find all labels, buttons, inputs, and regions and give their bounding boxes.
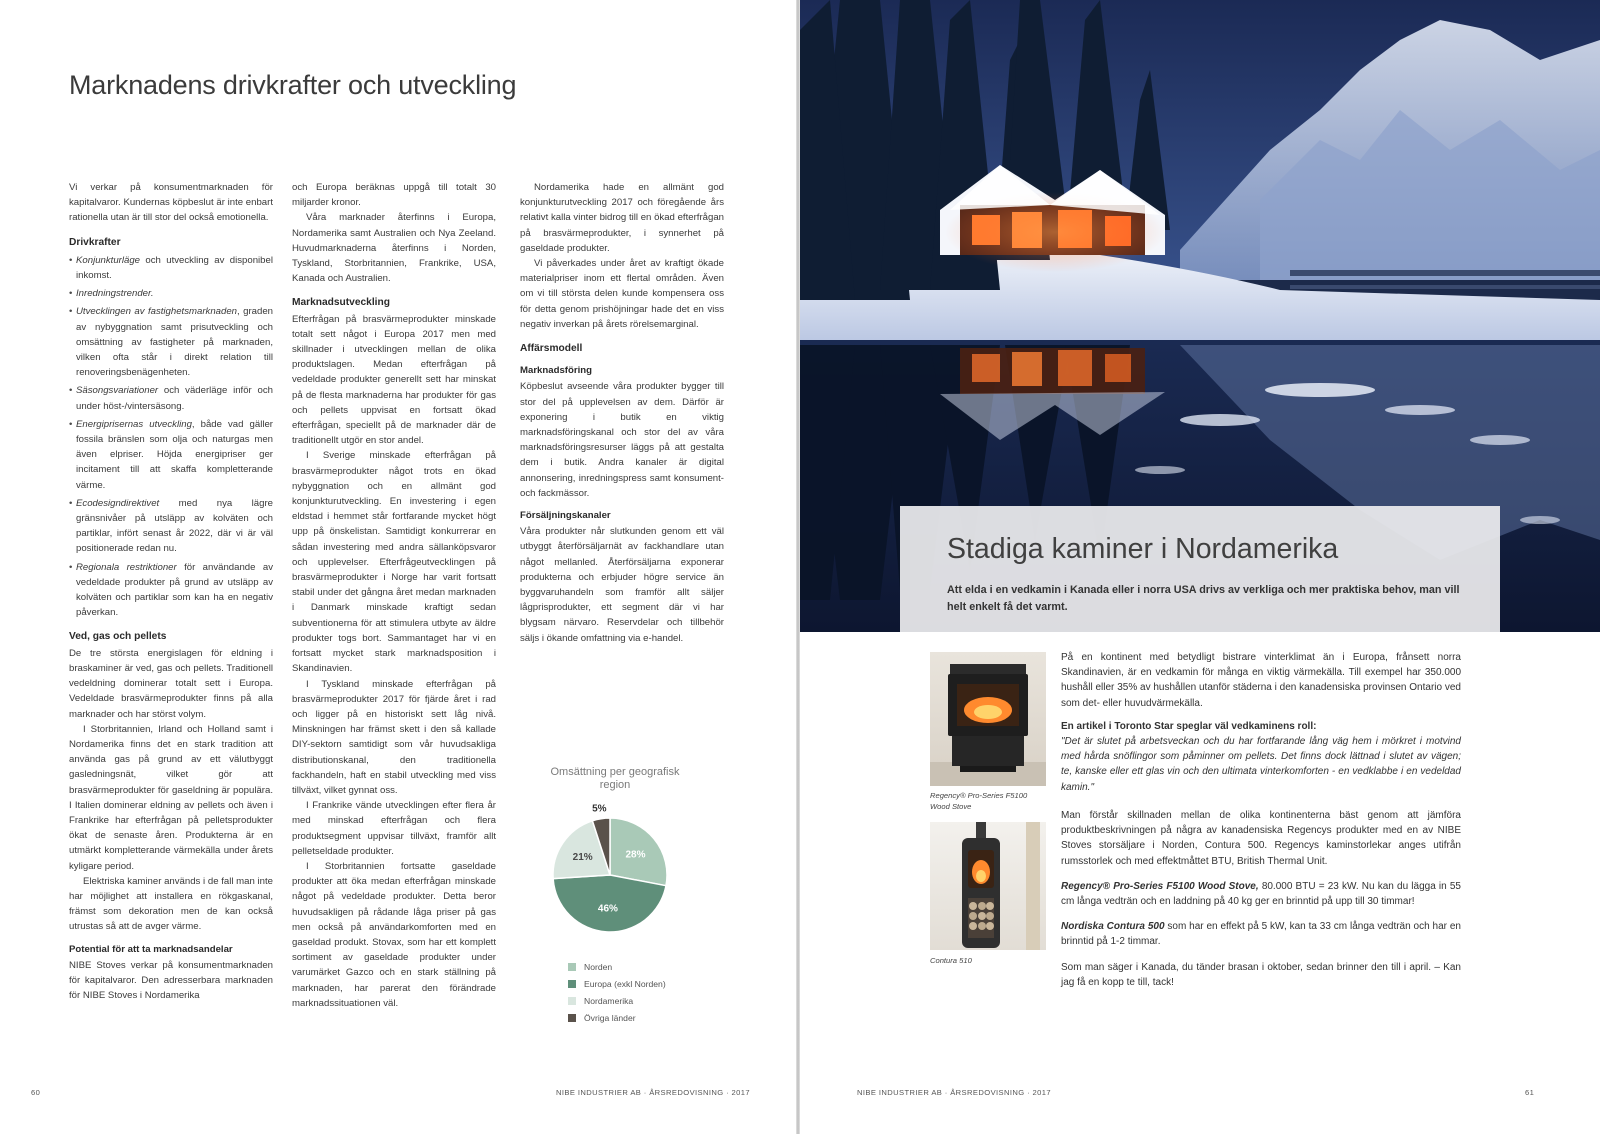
feature-title: Stadiga kaminer i Nordamerika xyxy=(947,533,1339,565)
page-number-left: 60 xyxy=(31,1088,41,1097)
footer-text-right: NIBE INDUSTRIER AB · ÅRSREDOVISNING · 2017 xyxy=(857,1088,1052,1097)
marknadsforing-subheading: Marknadsföring xyxy=(520,365,592,377)
legend-item xyxy=(568,975,666,992)
legend-swatch xyxy=(568,980,576,988)
page-title: Marknadens drivkrafter och utveckling xyxy=(69,70,517,100)
regency-paragraph: Regency® Pro-Series F5100 Wood Stove, 80.000 BTU = 23 kW. Nu kan du lägga in 55 cm långa vedträn och en laddning på 40 kg ger en brinntid på upp till 30 timmar! xyxy=(1061,880,1461,908)
body-paragraph: NIBE Stoves verkar på konsumentmarknaden för kapitalvaror. Den adresserbara marknaden för NIBE Stoves i Nordamerika xyxy=(69,959,273,1002)
body-paragraph: Våra produkter når slutkunden genom ett väl utbyggt återförsäljarnät av fackhandlare utan något mellanled. Återförsäljarna exponerar produkterna och erbjuder högre service än byggvaruhandeln som framför allt säljer lågprisprodukter, ett segment där vi har blygsam närvaro. Reservdelar och tillbehör säljs i ökande omfattning via e-handel. xyxy=(520,526,724,644)
legend-swatch xyxy=(568,1014,576,1022)
feature-body-1 xyxy=(1061,650,1461,795)
right-page xyxy=(800,0,1600,1134)
text-column-2 xyxy=(292,180,496,1011)
body-paragraph: och Europa beräknas uppgå till totalt 30 miljarder kronor. xyxy=(292,182,496,209)
body-paragraph: På en kontinent med betydligt bistrare vinterklimat än i Europa, frånsett norra Skandinavien, är en vedkamin för många en viktig värmekälla. Till exempel har 350.000 hushåll eller 35% av hushållen utanför städerna i den kanadensiska provinsen Ontario ved som det- eller huvudvärmekälla. xyxy=(1061,652,1461,709)
pie-label-3: 5% xyxy=(592,803,607,815)
feature-title-box xyxy=(900,506,1500,632)
list-item: • Regionala restriktioner för användande av vedeldade produkter på grund av utsläpp av kolväten och partiklar som kan ha en negativ påverkan. xyxy=(69,560,273,621)
feature-body-2 xyxy=(1061,808,1461,990)
feature-lede: Att elda i en vedkamin i Kanada eller i norra USA drivs av verkliga och mer praktiska behov, man vill helt enkelt få det varmt. xyxy=(947,584,1460,613)
affarsmodell-heading: Affärsmodell xyxy=(520,343,583,355)
closing-paragraph: Som man säger i Kanada, du tänder brasan i oktober, sedan brinner den till i april. – Kan jag få en kopp te till, tack! xyxy=(1061,961,1461,988)
body-paragraph: Köpbeslut avseende våra produkter bygger till stor del på upplevelsen av dem. Därför är exponering i butik en viktig marknadsföringskanal och stor del av våra marknadsföringsresurser läggs på att gestalta dem i butik. Andra kanaler är digital annonsering, inredningspress samt konsument- och fackmässor. xyxy=(520,381,724,499)
list-item: • Utvecklingen av fastighetsmarknaden, graden av nybyggnation samt prisutveckling och omsättning av fastigheter på marknaden, vilken ofta står i direkt relation till renoveringsbenägenheten. xyxy=(69,304,273,380)
legend-item xyxy=(568,958,666,975)
contura-paragraph: Nordiska Contura 500 som har en effekt på 5 kW, kan ta 33 cm långa vedträn och har en brinntid på 1-2 timmar. xyxy=(1061,921,1461,948)
drivkrafter-heading: Drivkrafter xyxy=(69,236,121,248)
left-page xyxy=(0,0,798,1134)
body-paragraph: Nordamerika hade en allmänt god konjunkturutveckling 2017 och föregående års relativt kalla vinter bidrog till en ökad efterfrågan på brasvärmeprodukter, i synnerhet på gaseldade produkter. xyxy=(520,182,724,254)
body-paragraph: I Frankrike vände utvecklingen efter flera år med minskad efterfrågan och flera produktsegment uppvisar tillväxt, framför allt pelletseldade produkter. xyxy=(292,800,496,857)
body-paragraph: I Tyskland minskade efterfrågan på brasvärmeprodukter 2017 för fjärde året i rad och ligger på en historiskt sett låg nivå. Minskningen har främst skett i den så kallade DIY-sektorn samtidigt som vår huvudsakliga distributionskanal, den traditionella fackhandeln, haft en stabil utveckling med viss tillväxt, vilket gynnat oss. xyxy=(292,678,496,796)
caption-contura: Contura 510 xyxy=(930,956,972,965)
body-paragraph: De tre största energislagen för eldning i braskaminer är ved, gas och pellets. Traditionell vedeldning dominerar totalt sett i Europa. Vedeldade brasvärmeprodukter finns på alla marknader och har störst volym. xyxy=(69,647,273,720)
body-paragraph: Vi påverkades under året av kraftigt ökade materialpriser inom ett flertal områden. Även om vi till största delen kunde kompensera oss för detta genom prishöjningar hade det en viss negativ inverkan på årets rörelsemarginal. xyxy=(520,258,724,330)
list-item: • Konjunkturläge och utveckling av disponibel inkomst. xyxy=(69,253,273,283)
list-item: • Energiprisernas utveckling, både vad gäller fossila bränslen som olja och naturgas men även elpriser. Höjda energipriser ger incitament till att skaffa kompletterande värme. xyxy=(69,417,273,493)
list-item: • Inredningstrender. xyxy=(69,286,273,301)
pie-label-0: 28% xyxy=(625,849,646,861)
body-paragraph: Efterfrågan på brasvärmeprodukter minskade totalt sett något i Europa 2017 men med skillnader i utvecklingen mellan de olika produktslagen. Medan efterfrågan på vedeldade produkter generellt sett har minskat på de flesta marknaderna har produkter för gas och pellets uppvisat en fortsatt ökad efterfrågan, speciellt på de marknader där de traditionellt utgör en stor andel. xyxy=(292,313,496,447)
body-paragraph: Man förstår skillnaden mellan de olika kontinenterna bäst genom att jämföra produktbeskrivningen på några av kanadensiska Regencys produkter med en av NIBE Stoves storsäljare i Norden, Contura 500. Regencys kaminstorlekar anges utifrån rumsstorlek och med effektmåttet BTU, British Thermal Unit. xyxy=(1061,810,1461,867)
pie-label-2: 21% xyxy=(572,851,593,863)
legend-item xyxy=(568,1009,666,1026)
legend-label: Nordamerika xyxy=(584,995,634,1006)
legend-label: Europa (exkl Norden) xyxy=(584,978,666,989)
contura-stove-icon xyxy=(930,822,1046,950)
body-paragraph: Elektriska kaminer används i de fall man inte har möjlighet att installera en rökgaskanal, främst som dekoration men de kan också utrustas så att de avger värme. xyxy=(69,875,273,933)
body-paragraph: I Sverige minskade efterfrågan på brasvärmeprodukter något trots en ökad nybyggnation och en allmänt god konjunkturutveckling. En investering i egen eldstad i hemmet står fortfarande mycket högt upp på önskelistan. Samtidigt konkurrerar en sådan investering med andra sällanköpsvaror och upplevelser. Efterfrågeutvecklingen på brasvärmeprodukter i Norge har varit fortsatt stabil under det gångna året medan marknaden i Danmark minskade kraftigt sedan subventionerna för att stimulera utbyte av äldre produkter togs bort. Sammantaget har vi en fortsatt mycket stark marknadsposition i Skandinavien. xyxy=(292,450,496,675)
chart-title: Omsättning per geografisk region xyxy=(550,766,680,791)
text-column-3 xyxy=(520,180,724,646)
body-paragraph: I Storbritannien fortsatte gaseldade produkter att öka medan efterfrågan minskade något på vedeldade produkter. Detta beror huvudsakligen på rådande låga priser på gas men också på användarkomforten med en gaseldad produkt. Stovax, som har ett komplett sortiment av gaseldade produkter under varumärket Gazco och en stark ställning på marknaden, har parerat den förändrade marknadssituationen väl. xyxy=(292,860,496,1009)
text-column-1 xyxy=(69,180,273,1003)
legend-label: Övriga länder xyxy=(584,1012,636,1023)
pie-chart xyxy=(550,803,670,935)
article-heading: En artikel i Toronto Star speglar väl vedkaminens roll: xyxy=(1061,720,1317,732)
marknadsutveckling-heading: Marknadsutveckling xyxy=(292,297,390,309)
potential-heading: Potential för att ta marknadsandelar xyxy=(69,943,233,955)
body-paragraph: Våra marknader återfinns i Europa, Nordamerika samt Australien och Nya Zeeland. Huvudmarknaderna återfinns i Norden, Tyskland, Storbritannien, Frankrike, USA, Kanada och Australien. xyxy=(292,212,496,285)
drivers-list xyxy=(69,253,273,621)
body-paragraph: I Storbritannien, Irland och Holland samt i Nordamerika finns det en stark tradition att använda gas på grund av ett välutbyggt gasledningsnät, vilket gör att brasvärmeprodukter för gaseldning är populära. I Italien dominerar eldning av pellets och även i Frankrike har efterfrågan på pelletsprodukter ökat de senaste åren. Produkterna är en utmärkt kompletterande värmekälla under årets kyligare period. xyxy=(69,723,273,872)
footer-text-left: NIBE INDUSTRIER AB · ÅRSREDOVISNING · 2017 xyxy=(556,1088,751,1097)
ved-heading: Ved, gas och pellets xyxy=(69,631,167,643)
legend-item xyxy=(568,992,666,1009)
intro-paragraph: Vi verkar på konsumentmarknaden för kapitalvaror. Kundernas köpbeslut är inte enbart rationella utan är till stor del också emotionella. xyxy=(69,182,273,224)
legend-swatch xyxy=(568,963,576,971)
pie-label-1: 46% xyxy=(597,903,618,915)
photo-contura-stove xyxy=(930,822,1046,950)
toronto-star-quote: "Det är slutet på arbetsveckan och du har fortfarande lång väg hem i mörkret i motvind med hårda snöflingor som påminner om pellets. Det finns dock lättnad i slutet av vägen; te, kanske eller ett glas vin och den ultimata vinterkomforten - en vedklabbe i en vedeldad kamin." xyxy=(1061,736,1461,793)
photo-regency-stove xyxy=(930,652,1046,786)
page-number-right: 61 xyxy=(1525,1088,1535,1097)
legend-label: Norden xyxy=(584,961,613,972)
chart-legend xyxy=(568,958,666,1026)
forsaljningskanaler-subheading: Försäljningskanaler xyxy=(520,510,611,522)
list-item: • Ecodesigndirektivet med nya lägre gränsnivåer på utsläpp av kolväten och partiklar, infört senast år 2022, där vi är väl positionerade redan nu. xyxy=(69,496,273,557)
list-item: • Säsongsvariationer och väderläge inför och under höst-/vintersäsong. xyxy=(69,383,273,413)
wood-stove-icon xyxy=(930,652,1046,786)
legend-swatch xyxy=(568,997,576,1005)
caption-regency: Regency® Pro-Series F5100 Wood Stove xyxy=(930,791,1028,811)
